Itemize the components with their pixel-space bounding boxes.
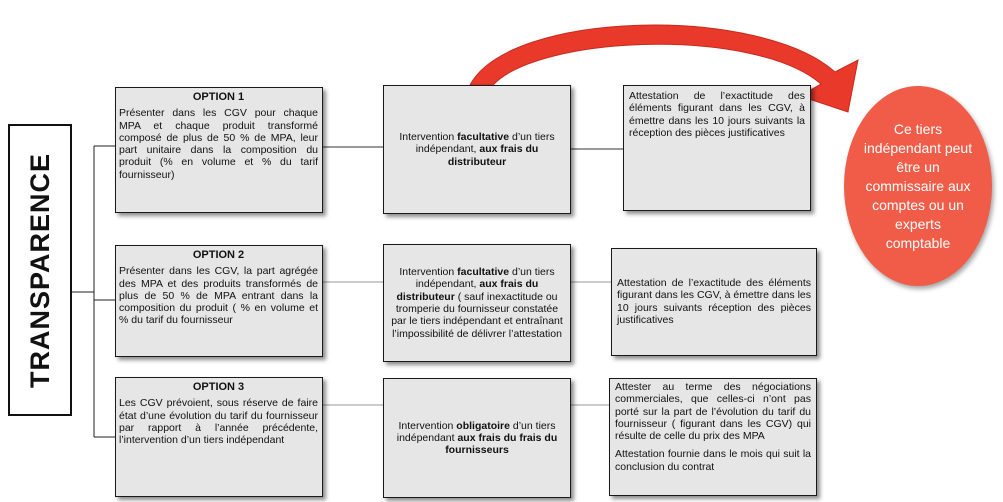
option-2-intervention-box xyxy=(383,244,571,362)
option-3-text: Les CGV prévoient, sous réserve de faire état d’une évolution du tarif du fournisseur par rapport à l’année précédente, l’intervention d’un tiers indépendant xyxy=(119,397,318,447)
option-2-intervention-text: Intervention facultative d’un tiers indépendant, aux frais du distributeur ( sauf inexactitude ou tromperie du fournisseur constatée par le tiers indépendant et entraînant l’impossibilité de délivrer l’attestation xyxy=(391,266,563,340)
option-3-result-box xyxy=(609,378,817,496)
independent-party-callout xyxy=(844,86,992,286)
option-1-intervention-box xyxy=(383,85,571,214)
option-3-result-text-2: Attestation fournie dans le mois qui suit la conclusion du contrat xyxy=(615,448,811,473)
option-3-result-text-1: Attester au terme des négociations commerciales, que celles-ci n’ont pas porté sur la part de l’évolution du tarif du fournisseur ( figurant dans les CGV) qui résulte de celle du prix des MPA xyxy=(615,381,811,443)
option-1-title: OPTION 1 xyxy=(192,91,245,103)
option-2-text: Présenter dans les CGV, la part agrégée des MPA et des produits transformés de plus de 50 % de MPA entrant dans la composition du produit ( % en volume et % du tarif du fournisseur xyxy=(119,265,318,327)
option-3-intervention-box xyxy=(383,378,571,498)
option-3-intervention-text: Intervention obligatoire d’un tiers indépendant aux frais du frais du fournisseurs xyxy=(396,419,558,457)
option-1-result-box xyxy=(623,85,811,211)
option-3-box xyxy=(115,377,323,497)
option-1-text: Présenter dans les CGV pour chaque MPA et chaque produit transformé composé de plus de 50 % de MPA, leur part unitaire dans la composition du produit (% en volume et % du tarif fournisseur) xyxy=(119,107,318,181)
option-2-box xyxy=(115,245,323,357)
option-1-box xyxy=(115,87,323,213)
option-2-title: OPTION 2 xyxy=(192,249,245,261)
transparence-label-box xyxy=(8,124,72,416)
option-1-intervention-text: Intervention facultative d’un tiers indépendant, aux frais du distributeur xyxy=(399,131,555,168)
callout-text: Ce tiers indépendant peut être un commissaire aux comptes ou un experts comptable xyxy=(863,120,973,251)
option-2-result-text: Attestation de l’exactitude des éléments figurant dans les CGV, à émettre dans les 10 jours suivants réception des pièces justificatives xyxy=(617,277,811,326)
option-3-title: OPTION 3 xyxy=(192,381,245,393)
option-1-result-text: Attestation de l’exactitude des éléments figurant dans les CGV, à émettre dans les 10 jours suivants la réception des pièces justificatives xyxy=(629,90,805,139)
option-2-result-box xyxy=(611,248,817,356)
transparence-title: TRANSPARENCE xyxy=(24,152,55,388)
